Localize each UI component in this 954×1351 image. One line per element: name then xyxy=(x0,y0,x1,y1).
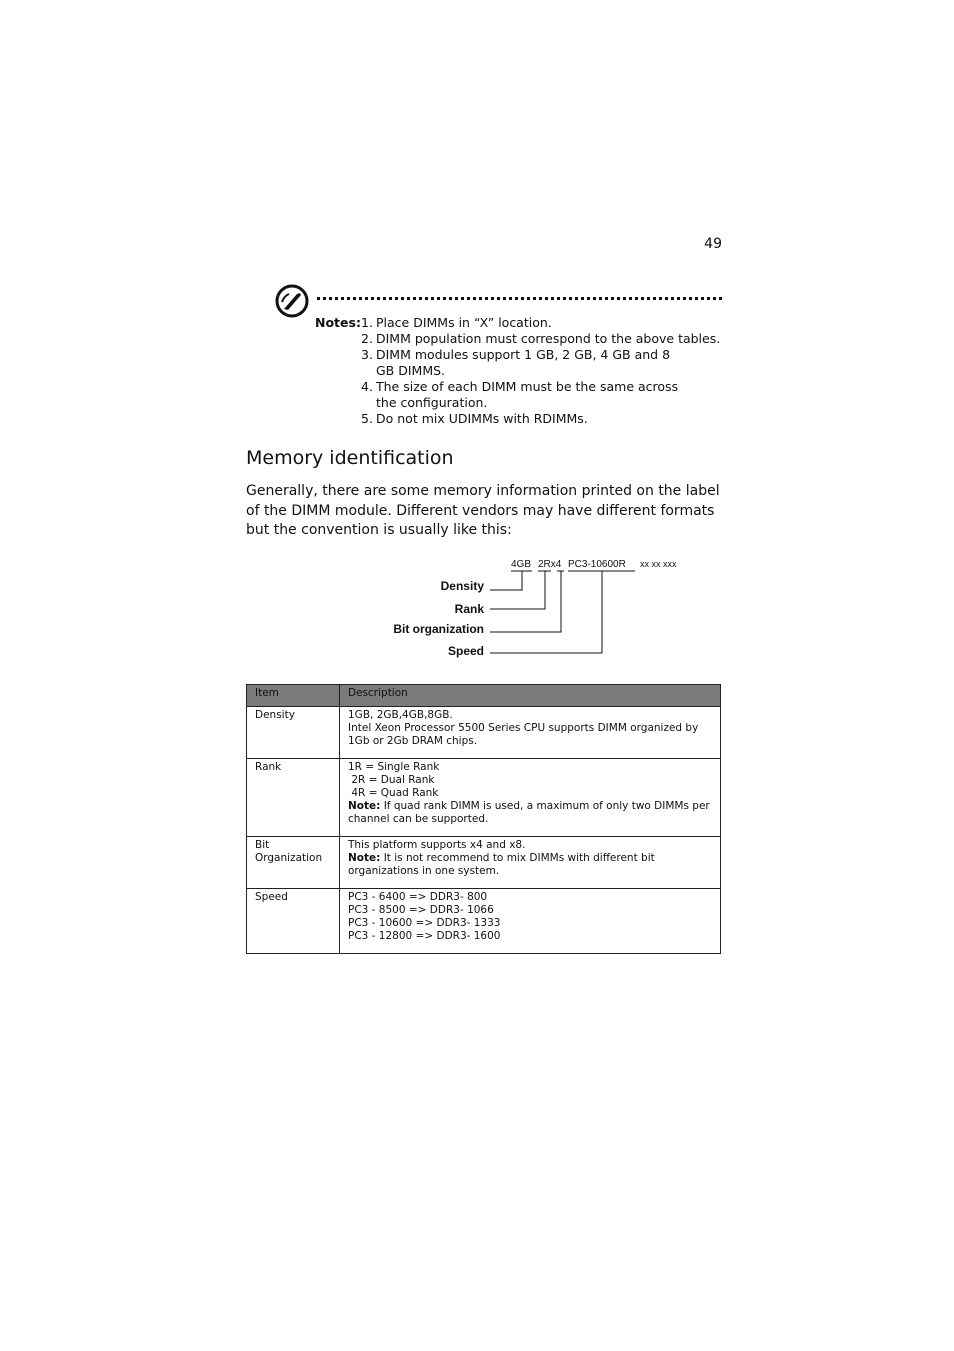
desc-line: 1R = Single Rank xyxy=(348,761,440,773)
dimm-label-diagram xyxy=(380,552,700,664)
table-row xyxy=(247,707,721,759)
desc-line: 4R = Quad Rank xyxy=(348,787,439,799)
cell-item: Speed xyxy=(247,889,340,954)
note-text: The size of each DIMM must be the same across the configuration. xyxy=(376,379,679,410)
note-text: Do not mix UDIMMs with RDIMMs. xyxy=(376,411,588,426)
speed-connector xyxy=(490,571,602,653)
desc-line: Intel Xeon Processor 5500 Series CPU supports DIMM organized by 1Gb or 2Gb DRAM chips. xyxy=(348,722,702,747)
callout-bit-organization: Bit organization xyxy=(393,622,484,636)
note-number: 5. xyxy=(361,411,373,426)
desc-note xyxy=(348,800,712,826)
note-divider xyxy=(317,297,722,300)
label-density: 4GB xyxy=(511,559,532,570)
label-rank-org: 2Rx4 xyxy=(538,559,562,570)
label-rest: xx xx xxx xyxy=(640,559,677,569)
note-text: DIMM modules support 1 GB, 2 GB, 4 GB and 8 GB DIMMS. xyxy=(376,347,671,378)
desc-line: PC3 - 6400 => DDR3- 800 xyxy=(348,891,488,903)
callout-speed: Speed xyxy=(447,644,484,658)
section-title: Memory identification xyxy=(246,447,454,469)
desc-line: PC3 - 10600 => DDR3- 1333 xyxy=(348,917,501,929)
table-row xyxy=(247,837,721,889)
note-number: 2. xyxy=(361,331,373,346)
intro-paragraph: Generally, there are some memory information printed on the label of the DIMM module. Different vendors may have different formats but the convention is usually like this: xyxy=(246,483,720,538)
desc-line: 2R = Dual Rank xyxy=(348,774,435,786)
desc-line: 1GB, 2GB,4GB,8GB. xyxy=(348,709,453,721)
label-speed: PC3-10600R xyxy=(568,559,626,570)
density-connector xyxy=(490,571,522,590)
page-number: 49 xyxy=(704,236,722,252)
note-number: 3. xyxy=(361,347,373,362)
header-item: Item xyxy=(247,685,340,707)
bit-connector xyxy=(490,571,561,632)
cell-item: Density xyxy=(247,707,340,759)
notes-list xyxy=(0,315,954,427)
note-label: Note: xyxy=(348,800,381,812)
table-row xyxy=(247,889,721,954)
note-text: DIMM population must correspond to the above tables. xyxy=(376,331,721,346)
desc-line: This platform supports x4 and x8. xyxy=(348,839,526,851)
cell-description xyxy=(340,889,721,954)
memory-id-table xyxy=(246,684,721,954)
table-row xyxy=(247,759,721,837)
callout-rank: Rank xyxy=(454,602,484,616)
note-label: Note: xyxy=(348,852,381,864)
cell-description xyxy=(340,759,721,837)
cell-description xyxy=(340,707,721,759)
header-description: Description xyxy=(340,685,721,707)
note-text: Place DIMMs in “X” location. xyxy=(376,315,552,330)
cell-description xyxy=(340,837,721,889)
note-body: It is not recommend to mix DIMMs with different bit organizations in one system. xyxy=(348,852,659,877)
cell-item: Bit Organization xyxy=(247,837,340,889)
cell-item: Rank xyxy=(247,759,340,837)
note-pen-icon xyxy=(275,284,309,318)
callout-density: Density xyxy=(440,579,484,593)
table-header-row xyxy=(247,685,721,707)
note-body: If quad rank DIMM is used, a maximum of only two DIMMs per channel can be supported. xyxy=(348,800,714,825)
desc-line: PC3 - 12800 => DDR3- 1600 xyxy=(348,930,501,942)
note-number: 4. xyxy=(361,379,373,394)
desc-line: PC3 - 8500 => DDR3- 1066 xyxy=(348,904,494,916)
note-number: 1. xyxy=(361,315,373,330)
desc-note xyxy=(348,852,712,878)
notes-label: Notes: xyxy=(315,315,361,330)
